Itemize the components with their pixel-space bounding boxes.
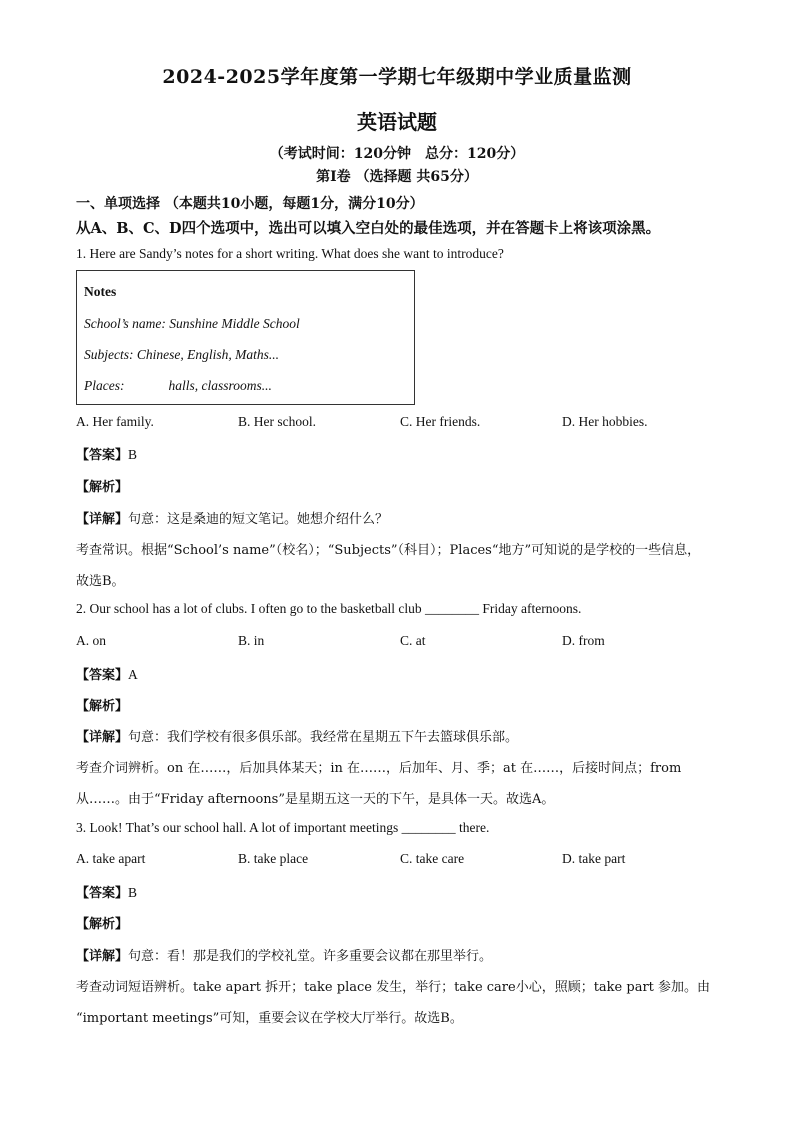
volume-title: 第Ⅰ卷 （选择题 共65分） [316, 169, 478, 185]
question-1-stem: 1. Here are Sandy’s notes for a short writing. What does she want to introduce? [76, 246, 504, 261]
question-3-explain-2: “important meetings”可知，重要会议在学校大厅举行。故选B。 [76, 1011, 463, 1026]
detail-text: 句意：我们学校有很多俱乐部。我经常在星期五下午去篮球俱乐部。 [128, 730, 519, 745]
question-1-explain-2: 故选B。 [76, 574, 125, 589]
question-1-options [76, 414, 736, 434]
question-2-detail [76, 726, 754, 745]
notes-places-value: halls, classrooms... [168, 378, 272, 393]
option-c: C. take care [400, 851, 465, 866]
option-b: B. take place [238, 851, 309, 866]
question-1-detail [76, 508, 754, 527]
detail-label: 【详解】 [76, 512, 129, 527]
notes-box [76, 270, 415, 405]
notes-heading: Notes [84, 284, 117, 299]
section-heading: 一、单项选择 （本题共10小题，每题1分，满分10分） [76, 196, 424, 212]
detail-label: 【详解】 [76, 730, 129, 745]
question-2-explain-2: 从……。由于“Friday afternoons”是星期五这一天的下午，是具体一天。故选A。 [76, 792, 555, 807]
detail-label: 【详解】 [76, 949, 129, 964]
question-3-stem: 3. Look! That’s our school hall. A lot of important meetings ________ there. [76, 820, 490, 835]
question-1-answer [76, 444, 754, 463]
answer-value: A [128, 667, 138, 682]
question-3-detail [76, 945, 754, 964]
notes-line-subjects: Subjects: Chinese, English, Maths... [84, 347, 279, 362]
section-instruction: 从A、B、C、D四个选项中，选出可以填入空白处的最佳选项，并在答题卡上将该项涂黑。 [76, 220, 661, 237]
question-2-answer [76, 664, 754, 683]
subject-title: 英语试题 [357, 110, 437, 134]
analysis-label: 【解析】 [76, 480, 129, 495]
question-3-explain-1: 考查动词短语辨析。take apart 拆开；take place 发生，举行；take care小心，照顾；take part 参加。由 [76, 980, 711, 995]
answer-label: 【答案】 [76, 448, 129, 463]
notes-places-label: Places: [84, 378, 125, 393]
option-c: C. at [400, 633, 426, 648]
question-2-options [76, 633, 736, 653]
option-b: B. in [238, 633, 265, 648]
option-d: D. take part [562, 851, 626, 866]
question-3-options [76, 851, 736, 871]
exam-info: （考试时间：120分钟 总分：120分） [269, 146, 525, 162]
notes-line-school: School’s name: Sunshine Middle School [84, 316, 300, 331]
option-c: C. Her friends. [400, 414, 481, 429]
option-a: A. on [76, 633, 106, 648]
question-3-analysis-label [76, 913, 754, 932]
question-2-analysis-label [76, 695, 754, 714]
exam-title: 2024-2025学年度第一学期七年级期中学业质量监测 [162, 66, 632, 88]
question-2-stem: 2. Our school has a lot of clubs. I often go to the basketball club ________ Friday afternoons. [76, 601, 582, 616]
notes-line-places [84, 378, 272, 394]
option-a: A. Her family. [76, 414, 154, 429]
detail-text: 句意：看！那是我们的学校礼堂。许多重要会议都在那里举行。 [128, 949, 493, 964]
analysis-label: 【解析】 [76, 917, 129, 932]
option-d: D. from [562, 633, 605, 648]
answer-label: 【答案】 [76, 668, 129, 683]
question-3-answer [76, 882, 754, 901]
answer-value: B [128, 885, 138, 900]
answer-value: B [128, 447, 138, 462]
option-b: B. Her school. [238, 414, 316, 429]
option-d: D. Her hobbies. [562, 414, 648, 429]
analysis-label: 【解析】 [76, 699, 129, 714]
detail-text: 句意：这是桑迪的短文笔记。她想介绍什么？ [128, 512, 389, 527]
question-2-explain-1: 考查介词辨析。on 在……，后加具体某天；in 在……，后加年、月、季；at 在……，后接时间点；from [76, 761, 682, 776]
answer-label: 【答案】 [76, 886, 129, 901]
question-1-explain-1: 考查常识。根据“School’s name”（校名）；“Subjects”（科目）；Places“地方”可知说的是学校的一些信息， [76, 543, 701, 558]
option-a: A. take apart [76, 851, 146, 866]
question-1-analysis-label [76, 476, 754, 495]
